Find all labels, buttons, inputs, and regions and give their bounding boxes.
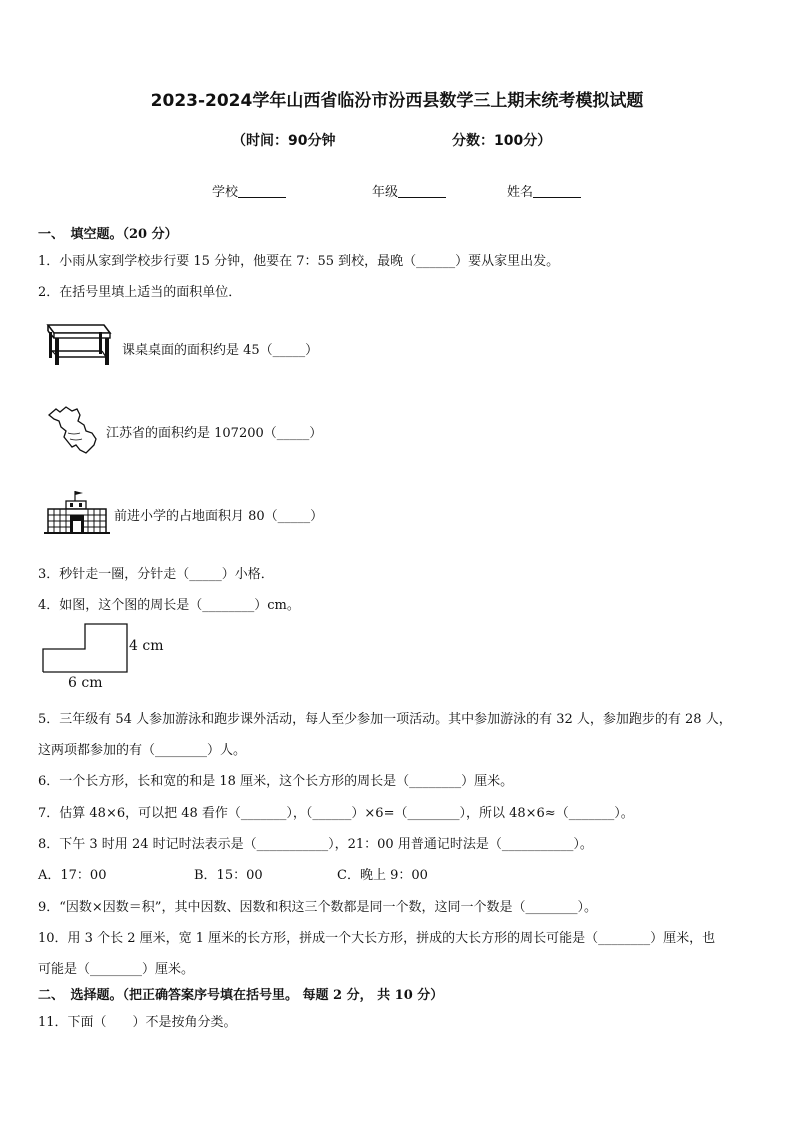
name-field [507, 181, 581, 200]
question-10-line-1: 10．用 3 个长 2 厘米，宽 1 厘米的长方形，拼成一个大长方形，拼成的大长方形的周长可能是（________）厘米，也 [38, 931, 716, 946]
question-2b: 江苏省的面积约是 107200（_____） [106, 426, 323, 441]
school-building-icon [44, 489, 110, 537]
question-11: 11．下面（ ）不是按角分类。 [38, 1015, 237, 1030]
school-blank[interactable] [238, 184, 286, 198]
width-label: 6 cm [68, 675, 103, 691]
question-3: 3．秒针走一圈，分针走（_____）小格． [38, 567, 274, 582]
page-title: 2023-2024学年山西省临汾市汾西县数学三上期末统考模拟试题 [150, 91, 644, 111]
question-5-line-2: 这两项都参加的有（________）人。 [38, 743, 247, 758]
question-8-stem: 8．下午 3 时用 24 时记时法表示是（___________），21：00 用普通记时法是（___________）。 [38, 837, 593, 852]
question-8-option-b: B．15：00 [194, 868, 263, 883]
question-2a: 课桌桌面的面积约是 45（_____） [122, 343, 319, 358]
grade-blank[interactable] [398, 184, 446, 198]
height-label: 4 cm [129, 638, 164, 654]
question-2c: 前进小学的占地面积月 80（_____） [114, 509, 324, 524]
grade-label: 年级 [372, 185, 399, 200]
question-9: 9．“因数×因数＝积”，其中因数、因数和积这三个数都是同一个数，这同一个数是（________）。 [38, 900, 597, 915]
section-2-heading: 二、 选择题。（把正确答案序号填在括号里。 每题 2 分， 共 10 分） [38, 988, 444, 1003]
name-label: 姓名 [507, 185, 534, 200]
question-6: 6．一个长方形，长和宽的和是 18 厘米，这个长方形的周长是（________）厘米。 [38, 774, 514, 789]
question-8-option-c: C．晚上 9：00 [337, 868, 428, 883]
step-shape-figure [42, 623, 128, 673]
grade-field [372, 181, 446, 200]
question-5-line-1: 5．三年级有 54 人参加游泳和跑步课外活动，每人至少参加一项活动。其中参加游泳的有 32 人，参加跑步的有 28 人， [38, 712, 732, 727]
school-field [212, 181, 286, 200]
exam-time: （时间：90分钟 [232, 133, 336, 149]
map-icon [46, 403, 102, 457]
question-1: 1．小雨从家到学校步行要 15 分钟，他要在 7：55 到校，最晚（______）要从家里出发。 [38, 254, 560, 269]
desk-icon [44, 319, 114, 369]
exam-score: 分数：100分） [452, 133, 552, 149]
question-10-line-2: 可能是（________）厘米。 [38, 962, 195, 977]
question-7: 7．估算 48×6，可以把 48 看作（_______），（______）×6=（________），所以 48×6≈（_______）。 [38, 806, 634, 821]
section-1-heading: 一、 填空题。（20 分） [38, 227, 178, 242]
school-label: 学校 [212, 185, 239, 200]
question-2-stem: 2．在括号里填上适当的面积单位． [38, 285, 242, 300]
name-blank[interactable] [533, 184, 581, 198]
question-4-stem: 4．如图，这个图的周长是（________）cm。 [38, 598, 300, 613]
question-8-option-a: A．17：00 [38, 868, 107, 883]
